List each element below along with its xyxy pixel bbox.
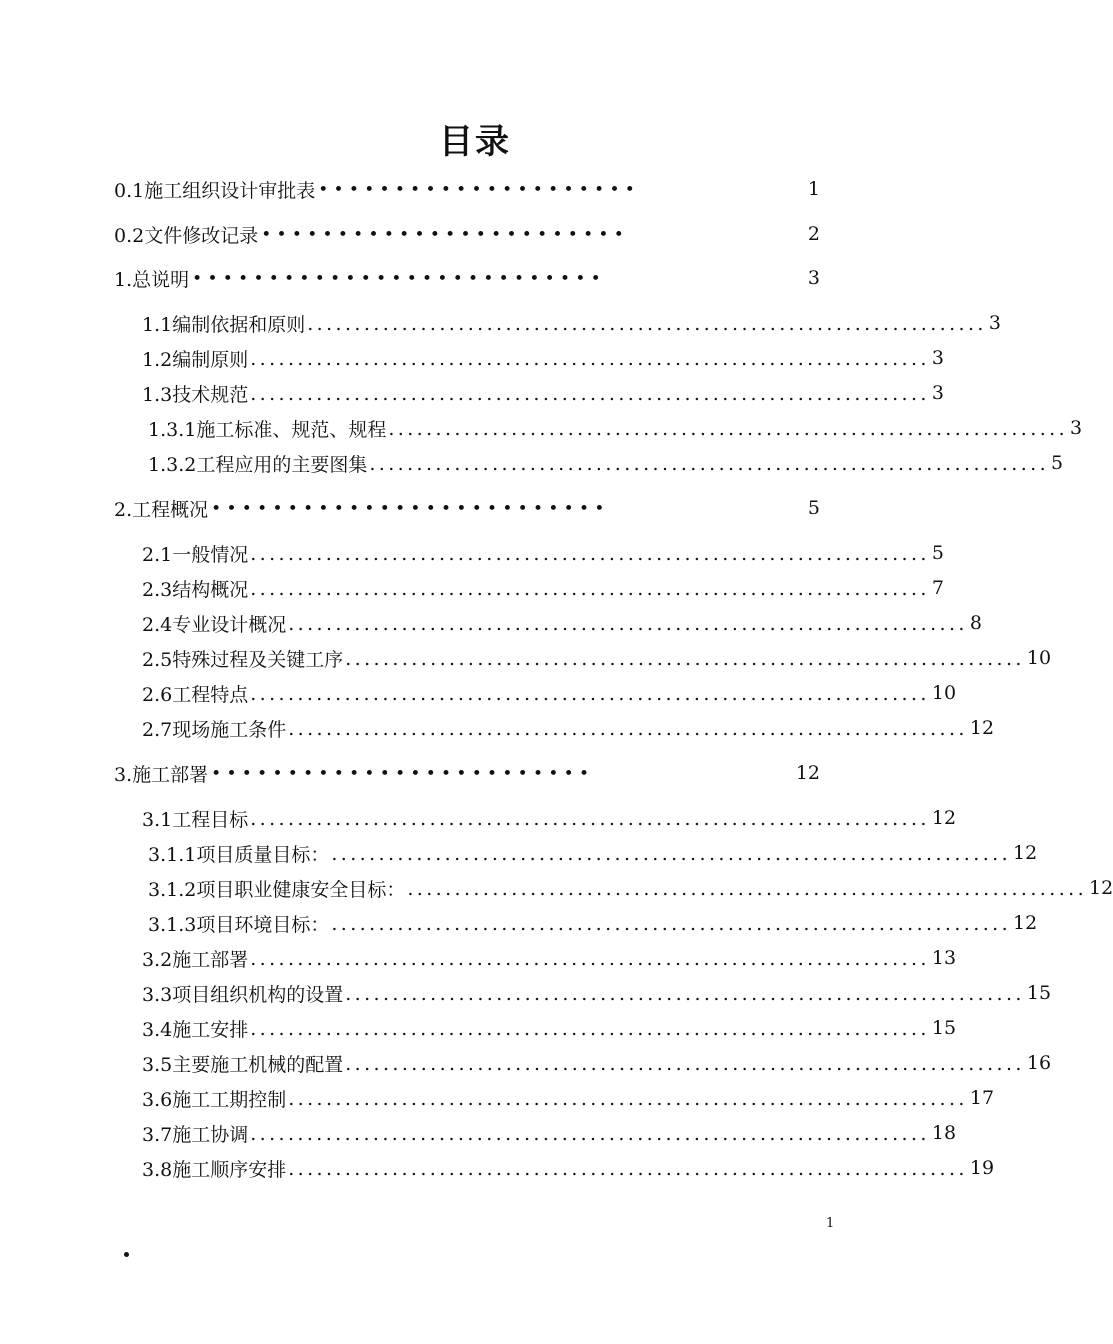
toc-entry-leader: ........................................................................ [288, 1088, 968, 1110]
toc-entry-page: 10 [931, 682, 957, 704]
toc-entry-label: 2.5特殊过程及关键工序 [142, 648, 344, 671]
toc-entry-label: 3.施工部署 [114, 763, 209, 786]
toc-entry-page: 12 [931, 807, 957, 829]
toc-entry-label: 1.总说明 [114, 268, 190, 291]
toc-entry-page: 5 [931, 542, 944, 564]
toc-entry-leader: ........................................................................ [369, 453, 1050, 475]
toc-entry-page: 12 [1089, 877, 1113, 899]
toc-entry-label: 3.7施工协调 [142, 1123, 249, 1146]
toc-entry-label: 2.4专业设计概况 [142, 613, 287, 636]
toc-entry-leader: ........................................................................ [250, 383, 930, 405]
toc-entry[interactable] [142, 1048, 1052, 1078]
toc-entry-page: 3 [931, 347, 944, 369]
toc-entry-page: 15 [1026, 982, 1052, 1004]
toc-entry-leader: ........................................................................ [250, 1123, 930, 1145]
bullet-mark [124, 1252, 129, 1257]
toc-entry-page: 5 [1051, 452, 1064, 474]
toc-entry-label: 2.3结构概况 [142, 578, 249, 601]
toc-entry[interactable] [142, 608, 982, 638]
toc-entry[interactable] [148, 908, 1038, 938]
toc-entry[interactable] [142, 803, 957, 833]
toc-entry[interactable] [148, 448, 1064, 478]
toc-entry-leader: ........................................................................ [250, 578, 930, 600]
toc-entry-label: 3.1.3项目环境目标： [148, 913, 330, 936]
toc-entry-leader: ........................................................................ [345, 983, 1025, 1005]
toc-entry-label: 1.3技术规范 [142, 383, 249, 406]
toc-entry-leader: ........................................................................ [250, 808, 930, 830]
toc-entry-page: 16 [1026, 1052, 1052, 1074]
toc-entry[interactable] [114, 263, 820, 293]
toc-entry[interactable] [142, 343, 944, 373]
toc-entry[interactable] [142, 1013, 957, 1043]
toc-entry-page: 10 [1026, 647, 1052, 669]
toc-entry-page: 19 [969, 1157, 995, 1179]
toc-entry-leader: ........................................................................ [250, 683, 930, 705]
toc-entry-label: 3.1.1项目质量目标： [148, 843, 330, 866]
toc-entry[interactable] [148, 838, 1038, 868]
toc-entry-leader: ........................................................................ [250, 543, 930, 565]
toc-entry-page: 8 [969, 612, 982, 634]
toc-entry[interactable] [142, 1153, 995, 1183]
toc-entry-label: 2.7现场施工条件 [142, 718, 287, 741]
toc-entry-page: 3 [807, 267, 820, 289]
toc-title: 目录 [439, 122, 511, 162]
toc-entry[interactable] [142, 943, 957, 973]
toc-entry-page: 2 [807, 223, 820, 245]
toc-entry-label: 1.1编制依据和原则 [142, 313, 306, 336]
toc-entry-leader: ........................................................................ [250, 348, 930, 370]
toc-entry-leader: ••••••••••••••••••••••••••• [192, 269, 606, 289]
toc-entry-page: 3 [931, 382, 944, 404]
toc-entry[interactable] [142, 573, 944, 603]
toc-entry-leader: •••••••••••••••••••••••• [261, 225, 630, 245]
toc-entry-label: 1.2编制原则 [142, 348, 249, 371]
toc-entry[interactable] [142, 713, 995, 743]
toc-entry-leader: ........................................................................ [288, 1158, 968, 1180]
toc-entry-label: 3.8施工顺序安排 [142, 1158, 287, 1181]
toc-entry[interactable] [114, 219, 820, 249]
toc-entry-leader: ••••••••••••••••••••• [318, 180, 641, 200]
toc-entry-leader: •••••••••••••••••••••••••• [211, 499, 610, 519]
toc-entry-leader: ........................................................................ [345, 1053, 1025, 1075]
toc-entry[interactable] [114, 174, 820, 204]
toc-entry-leader: ........................................................................ [331, 843, 1012, 865]
toc-entry-page: 12 [1013, 912, 1038, 934]
toc-entry-label: 0.2文件修改记录 [114, 224, 259, 247]
toc-entry[interactable] [142, 1118, 957, 1148]
toc-entry-leader: ........................................................................ [250, 1018, 930, 1040]
toc-entry[interactable] [142, 378, 944, 408]
toc-entry[interactable] [148, 873, 1113, 903]
toc-entry-page: 3 [1070, 417, 1083, 439]
toc-entry-label: 3.5主要施工机械的配置 [142, 1053, 344, 1076]
toc-entry-leader: ........................................................................ [307, 313, 987, 335]
toc-entry-label: 3.6施工工期控制 [142, 1088, 287, 1111]
toc-entry[interactable] [142, 1083, 995, 1113]
toc-entry-label: 3.1.2项目职业健康安全目标： [148, 878, 406, 901]
toc-entry-page: 12 [795, 762, 820, 784]
toc-entry-leader: ........................................................................ [288, 718, 968, 740]
toc-entry-label: 2.工程概况 [114, 498, 209, 521]
toc-entry-page: 15 [931, 1017, 957, 1039]
toc-entry-leader: ••••••••••••••••••••••••• [211, 764, 595, 784]
toc-entry-leader: ........................................................................ [250, 948, 930, 970]
toc-entry-page: 18 [931, 1122, 957, 1144]
toc-entry-leader: ........................................................................ [288, 613, 968, 635]
toc-entry-page: 5 [807, 497, 820, 519]
toc-entry-label: 0.1施工组织设计审批表 [114, 179, 316, 202]
toc-entry-page: 12 [969, 717, 995, 739]
toc-entry-label: 3.3项目组织机构的设置 [142, 983, 344, 1006]
toc-entry[interactable] [142, 643, 1052, 673]
toc-entry[interactable] [142, 978, 1052, 1008]
toc-entry-leader: ........................................................................ [407, 878, 1088, 900]
toc-entry-page: 3 [988, 312, 1001, 334]
toc-entry[interactable] [142, 538, 944, 568]
toc-entry-label: 3.1工程目标 [142, 808, 249, 831]
toc-entry-label: 1.3.2工程应用的主要图集 [148, 453, 368, 476]
toc-entry-leader: ........................................................................ [345, 648, 1025, 670]
toc-entry-label: 3.2施工部署 [142, 948, 249, 971]
toc-entry-page: 13 [931, 947, 957, 969]
toc-entry-label: 2.1一般情况 [142, 543, 249, 566]
footer-page-number: 1 [826, 1216, 835, 1231]
toc-entry-label: 3.4施工安排 [142, 1018, 249, 1041]
toc-entry-leader: ........................................................................ [331, 913, 1012, 935]
toc-entry[interactable] [114, 493, 820, 523]
toc-entry-leader: ........................................................................ [388, 418, 1069, 440]
toc-entry-label: 2.6工程特点 [142, 683, 249, 706]
toc-entry-label: 1.3.1施工标准、规范、规程 [148, 418, 387, 441]
toc-entry[interactable] [142, 308, 1001, 338]
toc-entry[interactable] [148, 413, 1083, 443]
toc-entry-page: 17 [969, 1087, 995, 1109]
toc-entry[interactable] [114, 758, 820, 788]
toc-entry-page: 7 [931, 577, 944, 599]
toc-entry[interactable] [142, 678, 957, 708]
toc-entry-page: 1 [807, 178, 820, 200]
toc-entry-page: 12 [1013, 842, 1038, 864]
